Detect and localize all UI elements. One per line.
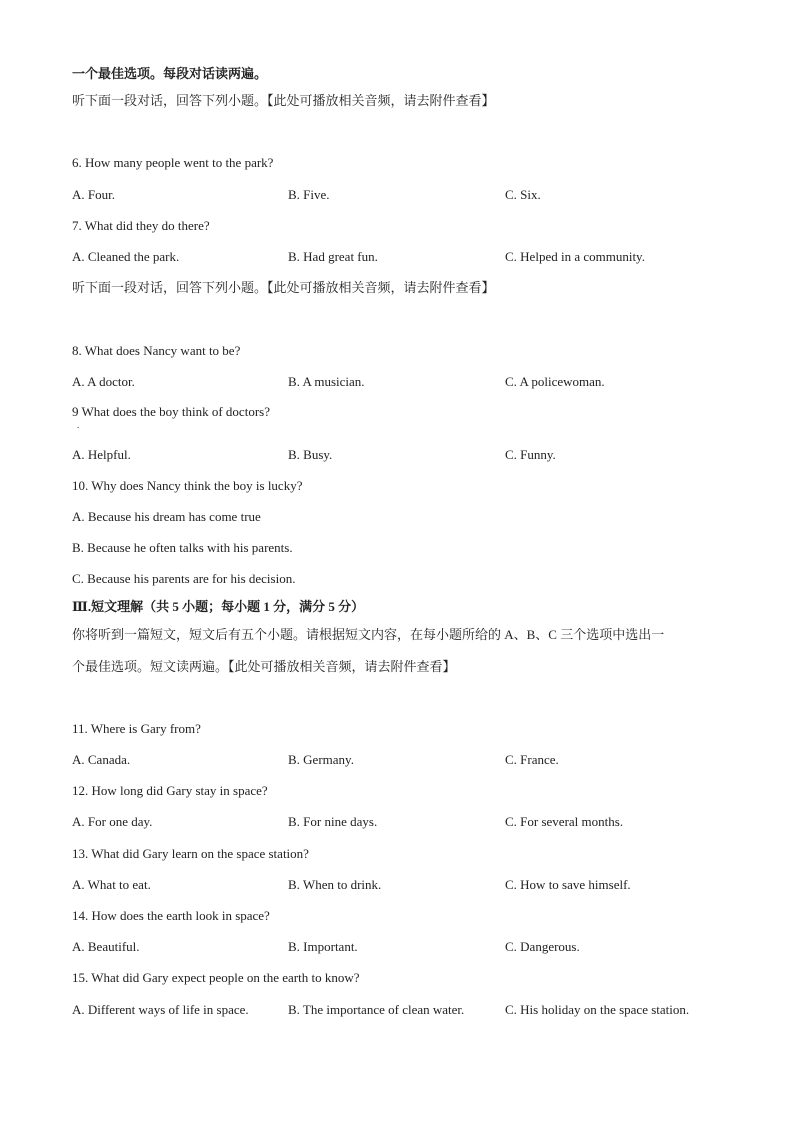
q7-option-a: A. Cleaned the park. xyxy=(72,249,180,264)
q10-option-b: B. Because he often talks with his parents. xyxy=(72,540,293,555)
q14-option-a: A. Beautiful. xyxy=(72,939,140,954)
q14-option-b: B. Important. xyxy=(288,939,358,954)
q7-stem: 7. What did they do there? xyxy=(72,218,210,233)
q11-option-c: C. France. xyxy=(505,752,559,767)
q8-option-a: A. A doctor. xyxy=(72,374,135,389)
q11-option-b: B. Germany. xyxy=(288,752,354,767)
q6-stem: 6. How many people went to the park? xyxy=(72,155,274,170)
q14-option-c: C. Dangerous. xyxy=(505,939,580,954)
q6-option-a: A. Four. xyxy=(72,187,115,202)
section-intro-line: 一个最佳选项。每段对话读两遍。 xyxy=(72,66,268,81)
q12-option-c: C. For several months. xyxy=(505,814,624,829)
q12-option-a: A. For one day. xyxy=(72,814,153,829)
q10-option-c: C. Because his parents are for his decision. xyxy=(72,571,296,586)
q6-option-b: B. Five. xyxy=(288,187,330,202)
q13-option-b: B. When to drink. xyxy=(288,877,382,892)
q6-option-c: C. Six. xyxy=(505,187,541,202)
q8-stem: 8. What does Nancy want to be? xyxy=(72,343,241,358)
q15-option-b: B. The importance of clean water. xyxy=(288,1002,465,1017)
stray-mark: . xyxy=(77,420,80,430)
q7-option-b: B. Had great fun. xyxy=(288,249,378,264)
q10-option-a: A. Because his dream has come true xyxy=(72,509,261,524)
q9-stem: 9 What does the boy think of doctors? xyxy=(72,404,270,419)
q11-stem: 11. Where is Gary from? xyxy=(72,721,201,736)
q9-option-c: C. Funny. xyxy=(505,447,556,462)
q13-stem: 13. What did Gary learn on the space station? xyxy=(72,846,309,861)
q8-option-c: C. A policewoman. xyxy=(505,374,605,389)
q15-option-c: C. His holiday on the space station. xyxy=(505,1002,690,1017)
q7-option-c: C. Helped in a community. xyxy=(505,249,645,264)
q15-stem: 15. What did Gary expect people on the earth to know? xyxy=(72,970,360,985)
q13-option-a: A. What to eat. xyxy=(72,877,151,892)
q14-stem: 14. How does the earth look in space? xyxy=(72,908,270,923)
q11-option-a: A. Canada. xyxy=(72,752,131,767)
q12-stem: 12. How long did Gary stay in space? xyxy=(72,783,268,798)
q8-option-b: B. A musician. xyxy=(288,374,365,389)
q15-option-a: A. Different ways of life in space. xyxy=(72,1002,249,1017)
dialogue-prompt-2: 听下面一段对话，回答下列小题。【此处可播放相关音频，请去附件查看】 xyxy=(72,280,495,295)
q10-stem: 10. Why does Nancy think the boy is lucky? xyxy=(72,478,303,493)
section3-instruction-line1: 你将听到一篇短文，短文后有五个小题。请根据短文内容，在每小题所给的 A、B、C 三个选项中选出一 xyxy=(72,627,665,642)
q9-option-a: A. Helpful. xyxy=(72,447,131,462)
q13-option-c: C. How to save himself. xyxy=(505,877,631,892)
section3-heading: Ⅲ.短文理解（共 5 小题；每小题 1 分，满分 5 分） xyxy=(72,599,365,614)
q12-option-b: B. For nine days. xyxy=(288,814,378,829)
section3-instruction-line2: 个最佳选项。短文读两遍。【此处可播放相关音频，请去附件查看】 xyxy=(72,659,456,674)
dialogue-prompt-1: 听下面一段对话，回答下列小题。【此处可播放相关音频，请去附件查看】 xyxy=(72,93,495,108)
q9-option-b: B. Busy. xyxy=(288,447,333,462)
